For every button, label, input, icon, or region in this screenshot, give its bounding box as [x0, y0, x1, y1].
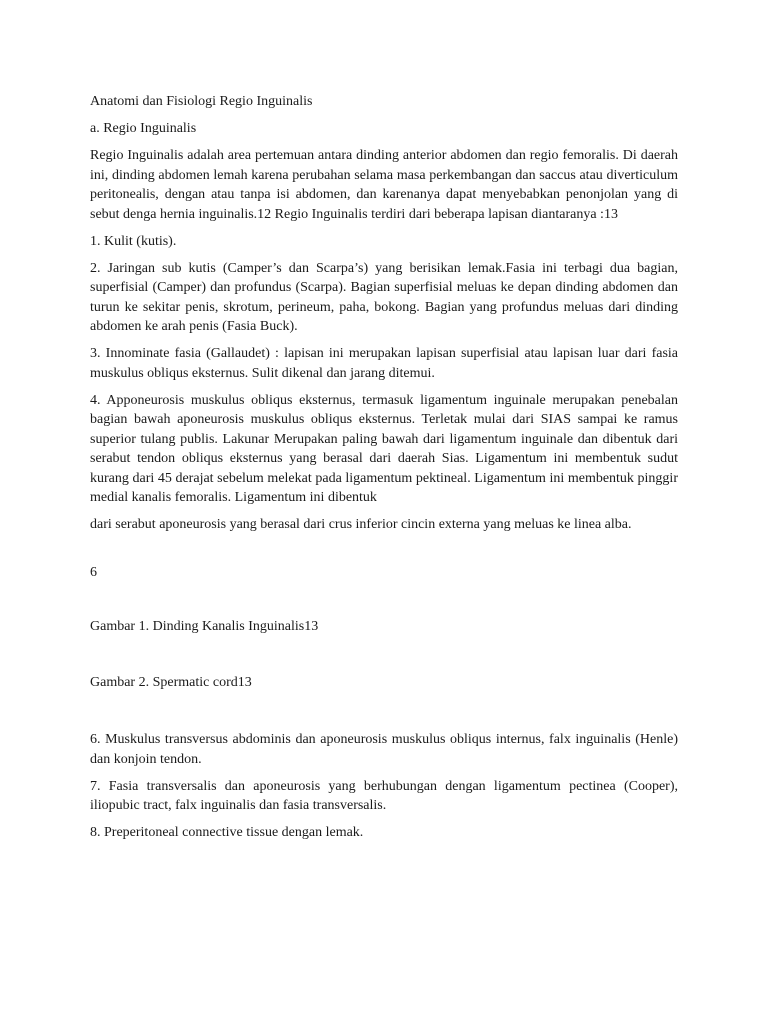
list-item-3: 3. Innominate fasia (Gallaudet) : lapisan ini merupakan lapisan superfisial atau lapisan luar dari fasia muskulus obliqus eksternus. Sulit dikenal dan jarang ditemui.: [90, 346, 678, 381]
list-item-8: 8. Preperitoneal connective tissue dengan lemak.: [90, 825, 364, 840]
list-item-7: 7. Fasia transversalis dan aponeurosis yang berhubungan dengan ligamentum pectinea (Cooper), iliopubic tract, falx inguinalis dan fasia transversalis.: [90, 778, 678, 813]
list-item-1: 1. Kulit (kutis).: [90, 233, 177, 249]
intro-paragraph: Regio Inguinalis adalah area pertemuan antara dinding anterior abdomen dan regio femoralis. Di daerah ini, dinding abdomen lemah karena perubahan selama masa perkembangan dan saccus atau diverticulum peritonealis, dengan atau tanpa isi abdomen, dan karenanya dapat menyebabkan penonjolan yang di sebut denga hernia inguinalis.12 Regio Inguinalis terdiri dari beberapa lapisan diantaranya :13: [90, 148, 678, 222]
figure-2-caption: Gambar 2. Spermatic cord13: [90, 675, 252, 690]
spacer: [90, 700, 678, 730]
list-item-6: 6. Muskulus transversus abdominis dan aponeurosis muskulus obliqus internus, falx inguinalis (Henle) dan konjoin tendon.: [90, 732, 678, 767]
document-title: Anatomi dan Fisiologi Regio Inguinalis: [90, 94, 313, 109]
document-page: [90, 92, 678, 850]
spacer: [90, 542, 678, 563]
spacer: [90, 590, 678, 617]
spacer: [90, 644, 678, 673]
figure-1-caption: Gambar 1. Dinding Kanalis Inguinalis13: [90, 619, 319, 634]
section-heading: a. Regio Inguinalis: [90, 121, 197, 136]
list-item-2: 2. Jaringan sub kutis (Camper’s dan Scarpa’s) yang berisikan lemak.Fasia ini terbagi dua bagian, superfisial (Camper) dan profundus (Scarpa). Bagian superfisial meluas ke depan dinding abdomen dan turun ke sekitar penis, skrotum, perineum, paha, bokong. Bagian yang profundus meluas dari dinding abdomen ke arah penis (Fasia Buck).: [90, 260, 678, 334]
page-number: 6: [90, 565, 97, 580]
list-item-4-continuation: dari serabut aponeurosis yang berasal dari crus inferior cincin externa yang meluas ke linea alba.: [90, 517, 632, 532]
list-item-4: 4. Apponeurosis muskulus obliqus eksternus, termasuk ligamentum inguinale merupakan penebalan bagian bawah aponeurosis muskulus obliqus eksternus. Terletak mulai dari SIAS sampai ke ramus superior tulang publis. Lakunar Merupakan paling bawah dari ligamentum inguinale dan dibentuk dari serabut tendon obliqus eksternus yang berasal dari daerah Sias. Ligamentum ini membentuk sudut kurang dari 45 derajat sebelum melekat pada ligamentum pektineal. Ligamentum ini membentuk pinggir medial kanalis femoralis. Ligamentum ini dibentuk: [90, 392, 678, 505]
